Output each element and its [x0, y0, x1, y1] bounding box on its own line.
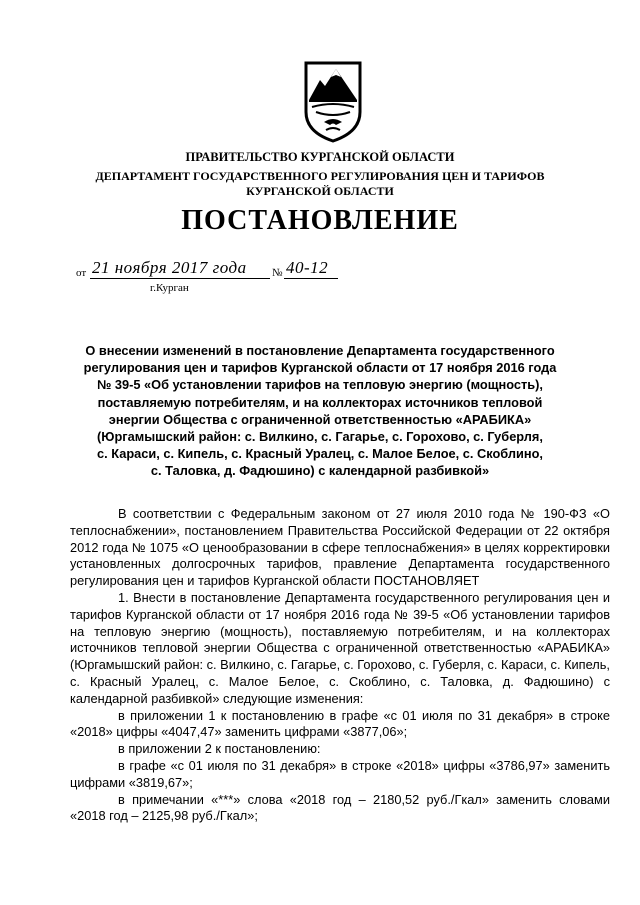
number-label: № [272, 267, 283, 279]
department-name-line1: ДЕПАРТАМЕНТ ГОСУДАРСТВЕННОГО РЕГУЛИРОВАНИЯ ЦЕН И ТАРИФОВ [95, 169, 545, 183]
document-subject [70, 342, 570, 480]
document-type-title: ПОСТАНОВЛЕНИЕ [181, 205, 459, 236]
change-item-note: в примечании «***» слова «2018 год – 2180,52 руб./Гкал» заменить словами «2018 год – 2125,98 руб./Гкал»; [70, 791, 610, 824]
city-label: г.Курган [150, 282, 189, 294]
from-label: от [76, 267, 87, 279]
date-underline [90, 278, 270, 279]
subject-line: О внесении изменений в постановление Департамента государственного [85, 343, 555, 358]
preamble-paragraph: В соответствии с Федеральным законом от 27 июля 2010 года № 190-ФЗ «О теплоснабжении», постановлением Правительства Российской Федерации от 22 октября 2012 года № 1075 «О ценообразовании в сфере теплоснабжения» в целях корректировки установленных долгосрочных тарифов, правление Департамента государственного регулирования цен и тарифов Курганской области ПОСТАНОВЛЯЕТ [70, 506, 610, 589]
handwritten-number: 40-12 [286, 258, 329, 277]
subject-line: регулирования цен и тарифов Курганской области от 17 ноября 2016 года [83, 360, 557, 376]
document-body [70, 506, 610, 825]
subject-line: (Юргамышский район: с. Вилкино, с. Гагарье, с. Горохово, с. Губерля, [97, 429, 543, 445]
change-item-column: в графе «с 01 июля по 31 декабря» в строке «2018» цифры «3786,97» заменить цифрами «3819,67»; [70, 757, 610, 790]
subject-line: с. Караси, с. Кипель, с. Красный Уралец, с. Малое Белое, с. Скоблино, [97, 446, 543, 462]
subject-line: поставляемую потребителям, и на коллекторах источников тепловой [97, 394, 543, 410]
subject-line: энергии Общества с ограниченной ответственностью «АРАБИКА» [108, 411, 532, 427]
government-name: ПРАВИТЕЛЬСТВО КУРГАНСКОЙ ОБЛАСТИ [185, 150, 455, 164]
clause-1-paragraph: 1. Внести в постановление Департамента государственного регулирования цен и тарифов Курганской области от 17 ноября 2016 года № 39-5 «Об установлении тарифов на тепловую энергию (мощность), поставляемую потребителям, и на коллекторах источников тепловой энергии Общества с ограниченной ответственностью «АРАБИКА» (Юргамышский район: с. Вилкино, с. Гагарье, с. Горохово, с. Губерля, с. Караси, с. Кипель, с. Красный Уралец, с. Малое Белое, с. Скоблино, с. Таловка, д. Фадюшино) с календарной разбивкой» следующие изменения: [70, 589, 610, 706]
department-name-line2: КУРГАНСКОЙ ОБЛАСТИ [246, 184, 394, 198]
change-item-appendix-1: в приложении 1 к постановлению в графе «с 01 июля по 31 декабря» в строке «2018» цифры «4047,47» заменить цифрами «3877,06»; [70, 707, 610, 740]
change-item-appendix-2-heading: в приложении 2 к постановлению: [118, 741, 321, 757]
coat-of-arms-emblem [302, 60, 364, 144]
subject-line: с. Таловка, д. Фадюшино) с календарной разбивкой» [150, 463, 490, 479]
date-number-row [0, 258, 640, 298]
handwritten-date: 21 ноября 2017 года [92, 258, 247, 277]
subject-line: № 39-5 «Об установлении тарифов на тепловую энергию (мощность), [97, 377, 543, 393]
number-underline [284, 278, 338, 279]
